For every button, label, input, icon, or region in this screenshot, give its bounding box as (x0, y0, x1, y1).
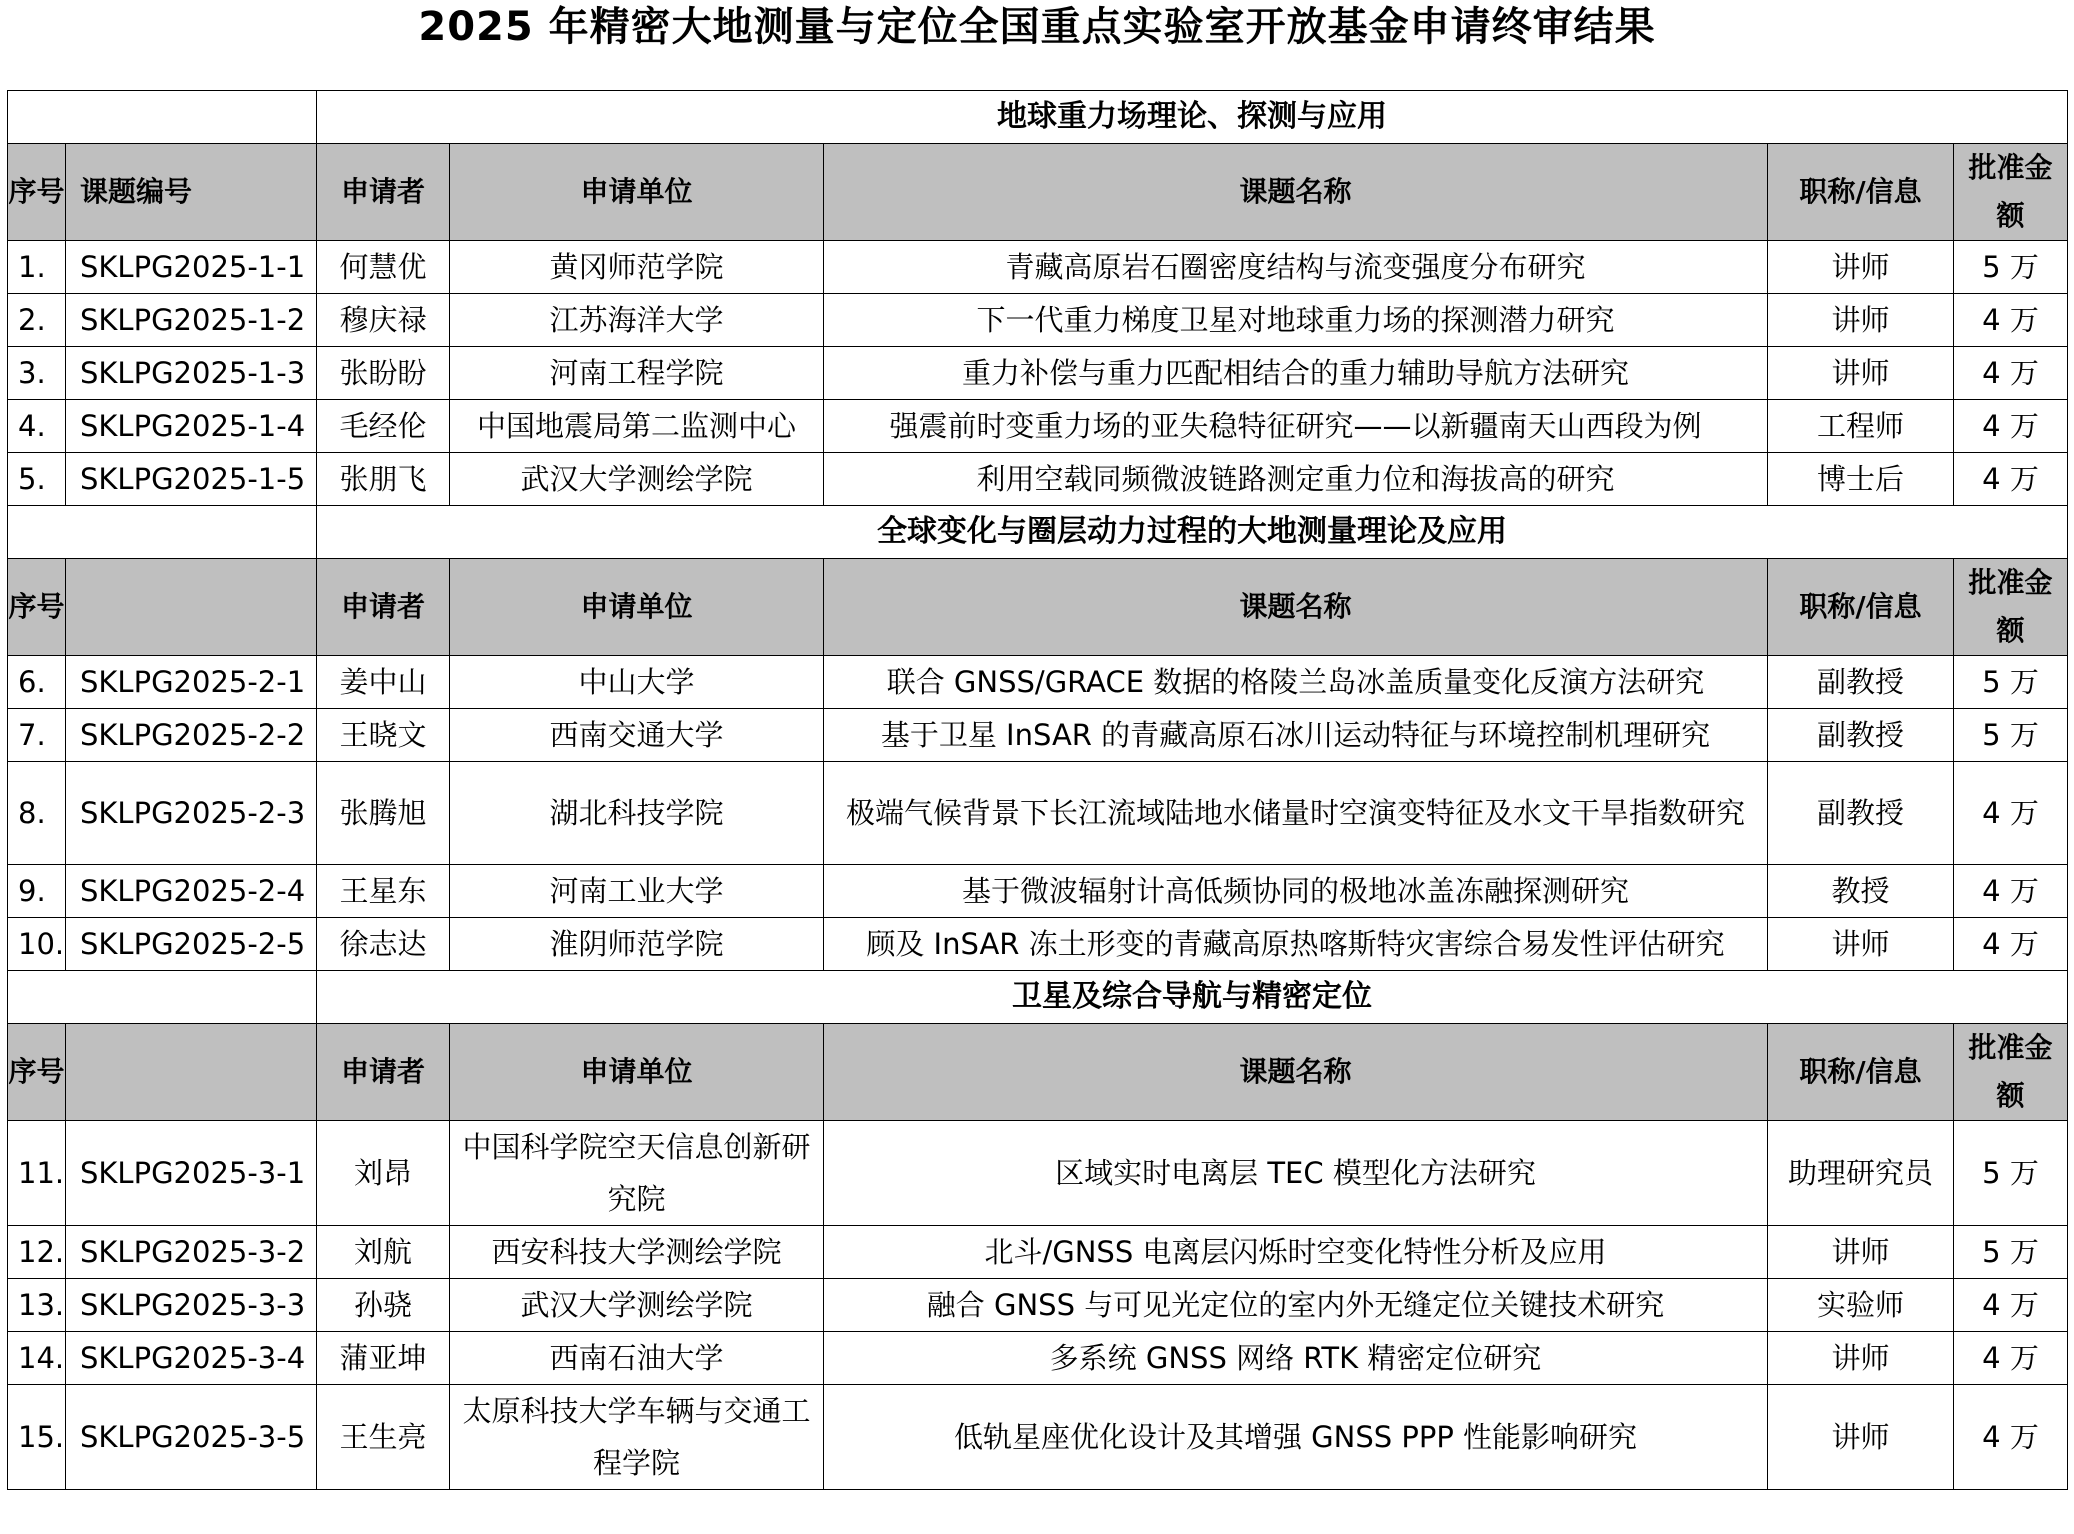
position-cell: 工程师 (1768, 400, 1954, 453)
header-position: 职称/信息 (1768, 144, 1954, 241)
unit-cell: 中国地震局第二监测中心 (450, 400, 824, 453)
section-title-row (8, 506, 2068, 559)
position-cell: 讲师 (1768, 1332, 1954, 1385)
table-row (8, 294, 2068, 347)
amount-cell: 4 万 (1954, 347, 2068, 400)
table-row (8, 241, 2068, 294)
amount-cell: 4 万 (1954, 1385, 2068, 1490)
header-applicant: 申请者 (317, 1024, 450, 1121)
column-header-row (8, 559, 2068, 656)
code-cell: SKLPG2025-3-1 (66, 1121, 317, 1226)
amount-cell: 4 万 (1954, 294, 2068, 347)
topic-cell: 北斗/GNSS 电离层闪烁时空变化特性分析及应用 (824, 1226, 1768, 1279)
seq-cell: 15. (8, 1385, 66, 1490)
section-title: 地球重力场理论、探测与应用 (317, 91, 2068, 144)
seq-cell: 8. (8, 762, 66, 865)
applicant-cell: 毛经伦 (317, 400, 450, 453)
header-applicant: 申请者 (317, 144, 450, 241)
table-row (8, 1121, 2068, 1226)
header-applicant: 申请者 (317, 559, 450, 656)
column-header-row (8, 144, 2068, 241)
amount-cell: 5 万 (1954, 709, 2068, 762)
header-position: 职称/信息 (1768, 1024, 1954, 1121)
header-seq: 序号 (8, 1024, 66, 1121)
unit-cell: 黄冈师范学院 (450, 241, 824, 294)
amount-cell: 4 万 (1954, 1279, 2068, 1332)
code-cell: SKLPG2025-2-3 (66, 762, 317, 865)
table-row (8, 347, 2068, 400)
code-cell: SKLPG2025-1-1 (66, 241, 317, 294)
applicant-cell: 姜中山 (317, 656, 450, 709)
code-cell: SKLPG2025-1-4 (66, 400, 317, 453)
position-cell: 博士后 (1768, 453, 1954, 506)
topic-cell: 区域实时电离层 TEC 模型化方法研究 (824, 1121, 1768, 1226)
position-cell: 讲师 (1768, 1226, 1954, 1279)
amount-cell: 4 万 (1954, 865, 2068, 918)
section-blank-cell (8, 91, 317, 144)
unit-cell: 武汉大学测绘学院 (450, 1279, 824, 1332)
header-topic: 课题名称 (824, 1024, 1768, 1121)
header-amount: 批准金额 (1954, 144, 2068, 241)
applicant-cell: 何慧优 (317, 241, 450, 294)
seq-cell: 1. (8, 241, 66, 294)
code-cell: SKLPG2025-2-1 (66, 656, 317, 709)
table-row (8, 918, 2068, 971)
applicant-cell: 孙骁 (317, 1279, 450, 1332)
amount-cell: 4 万 (1954, 1332, 2068, 1385)
amount-cell: 4 万 (1954, 453, 2068, 506)
amount-cell: 4 万 (1954, 918, 2068, 971)
section-title: 卫星及综合导航与精密定位 (317, 971, 2068, 1024)
unit-cell: 西安科技大学测绘学院 (450, 1226, 824, 1279)
topic-cell: 基于微波辐射计高低频协同的极地冰盖冻融探测研究 (824, 865, 1768, 918)
topic-cell: 极端气候背景下长江流域陆地水储量时空演变特征及水文干旱指数研究 (824, 762, 1768, 865)
section-blank-cell (8, 971, 317, 1024)
header-amount: 批准金额 (1954, 559, 2068, 656)
topic-cell: 融合 GNSS 与可见光定位的室内外无缝定位关键技术研究 (824, 1279, 1768, 1332)
header-amount: 批准金额 (1954, 1024, 2068, 1121)
topic-cell: 青藏高原岩石圈密度结构与流变强度分布研究 (824, 241, 1768, 294)
applicant-cell: 蒲亚坤 (317, 1332, 450, 1385)
amount-cell: 5 万 (1954, 1121, 2068, 1226)
unit-cell: 河南工业大学 (450, 865, 824, 918)
seq-cell: 6. (8, 656, 66, 709)
table-row (8, 762, 2068, 865)
unit-cell: 淮阴师范学院 (450, 918, 824, 971)
header-code (66, 1024, 317, 1121)
position-cell: 讲师 (1768, 918, 1954, 971)
code-cell: SKLPG2025-2-4 (66, 865, 317, 918)
position-cell: 副教授 (1768, 709, 1954, 762)
amount-cell: 4 万 (1954, 400, 2068, 453)
position-cell: 教授 (1768, 865, 1954, 918)
topic-cell: 低轨星座优化设计及其增强 GNSS PPP 性能影响研究 (824, 1385, 1768, 1490)
code-cell: SKLPG2025-1-2 (66, 294, 317, 347)
applicant-cell: 张盼盼 (317, 347, 450, 400)
header-seq: 序号 (8, 559, 66, 656)
table-row (8, 1226, 2068, 1279)
header-unit: 申请单位 (450, 144, 824, 241)
section-title-row (8, 971, 2068, 1024)
results-table-body (8, 91, 2068, 1490)
amount-cell: 5 万 (1954, 241, 2068, 294)
table-row (8, 400, 2068, 453)
unit-cell: 武汉大学测绘学院 (450, 453, 824, 506)
position-cell: 讲师 (1768, 294, 1954, 347)
header-code (66, 559, 317, 656)
section-title-row (8, 91, 2068, 144)
header-seq: 序号 (8, 144, 66, 241)
topic-cell: 多系统 GNSS 网络 RTK 精密定位研究 (824, 1332, 1768, 1385)
topic-cell: 强震前时变重力场的亚失稳特征研究——以新疆南天山西段为例 (824, 400, 1768, 453)
amount-cell: 5 万 (1954, 1226, 2068, 1279)
unit-cell: 中山大学 (450, 656, 824, 709)
amount-cell: 4 万 (1954, 762, 2068, 865)
header-position: 职称/信息 (1768, 559, 1954, 656)
unit-cell: 中国科学院空天信息创新研究院 (450, 1121, 824, 1226)
unit-cell: 湖北科技学院 (450, 762, 824, 865)
header-topic: 课题名称 (824, 559, 1768, 656)
topic-cell: 顾及 InSAR 冻土形变的青藏高原热喀斯特灾害综合易发性评估研究 (824, 918, 1768, 971)
table-row (8, 1385, 2068, 1490)
applicant-cell: 刘航 (317, 1226, 450, 1279)
code-cell: SKLPG2025-3-4 (66, 1332, 317, 1385)
header-unit: 申请单位 (450, 1024, 824, 1121)
seq-cell: 14. (8, 1332, 66, 1385)
seq-cell: 7. (8, 709, 66, 762)
header-unit: 申请单位 (450, 559, 824, 656)
unit-cell: 太原科技大学车辆与交通工程学院 (450, 1385, 824, 1490)
applicant-cell: 徐志达 (317, 918, 450, 971)
seq-cell: 2. (8, 294, 66, 347)
seq-cell: 10. (8, 918, 66, 971)
position-cell: 助理研究员 (1768, 1121, 1954, 1226)
amount-cell: 5 万 (1954, 656, 2068, 709)
unit-cell: 江苏海洋大学 (450, 294, 824, 347)
header-topic: 课题名称 (824, 144, 1768, 241)
code-cell: SKLPG2025-1-3 (66, 347, 317, 400)
applicant-cell: 刘昂 (317, 1121, 450, 1226)
code-cell: SKLPG2025-3-2 (66, 1226, 317, 1279)
seq-cell: 3. (8, 347, 66, 400)
seq-cell: 13. (8, 1279, 66, 1332)
unit-cell: 西南石油大学 (450, 1332, 824, 1385)
topic-cell: 重力补偿与重力匹配相结合的重力辅助导航方法研究 (824, 347, 1768, 400)
applicant-cell: 王晓文 (317, 709, 450, 762)
table-row (8, 865, 2068, 918)
table-row (8, 709, 2068, 762)
unit-cell: 西南交通大学 (450, 709, 824, 762)
seq-cell: 12. (8, 1226, 66, 1279)
applicant-cell: 张腾旭 (317, 762, 450, 865)
applicant-cell: 张朋飞 (317, 453, 450, 506)
topic-cell: 联合 GNSS/GRACE 数据的格陵兰岛冰盖质量变化反演方法研究 (824, 656, 1768, 709)
position-cell: 讲师 (1768, 241, 1954, 294)
unit-cell: 河南工程学院 (450, 347, 824, 400)
position-cell: 副教授 (1768, 656, 1954, 709)
table-row (8, 656, 2068, 709)
topic-cell: 利用空载同频微波链路测定重力位和海拔高的研究 (824, 453, 1768, 506)
section-title: 全球变化与圈层动力过程的大地测量理论及应用 (317, 506, 2068, 559)
topic-cell: 基于卫星 InSAR 的青藏高原石冰川运动特征与环境控制机理研究 (824, 709, 1768, 762)
applicant-cell: 王生亮 (317, 1385, 450, 1490)
code-cell: SKLPG2025-3-5 (66, 1385, 317, 1490)
position-cell: 讲师 (1768, 347, 1954, 400)
seq-cell: 9. (8, 865, 66, 918)
code-cell: SKLPG2025-3-3 (66, 1279, 317, 1332)
code-cell: SKLPG2025-1-5 (66, 453, 317, 506)
code-cell: SKLPG2025-2-2 (66, 709, 317, 762)
section-blank-cell (8, 506, 317, 559)
table-row (8, 453, 2068, 506)
seq-cell: 4. (8, 400, 66, 453)
topic-cell: 下一代重力梯度卫星对地球重力场的探测潜力研究 (824, 294, 1768, 347)
position-cell: 副教授 (1768, 762, 1954, 865)
table-row (8, 1279, 2068, 1332)
column-header-row (8, 1024, 2068, 1121)
page-title: 2025 年精密大地测量与定位全国重点实验室开放基金申请终审结果 (418, 4, 1656, 50)
table-row (8, 1332, 2068, 1385)
position-cell: 讲师 (1768, 1385, 1954, 1490)
position-cell: 实验师 (1768, 1279, 1954, 1332)
applicant-cell: 王星东 (317, 865, 450, 918)
seq-cell: 11. (8, 1121, 66, 1226)
header-code: 课题编号 (66, 144, 317, 241)
applicant-cell: 穆庆禄 (317, 294, 450, 347)
results-table (7, 90, 2068, 1490)
code-cell: SKLPG2025-2-5 (66, 918, 317, 971)
seq-cell: 5. (8, 453, 66, 506)
